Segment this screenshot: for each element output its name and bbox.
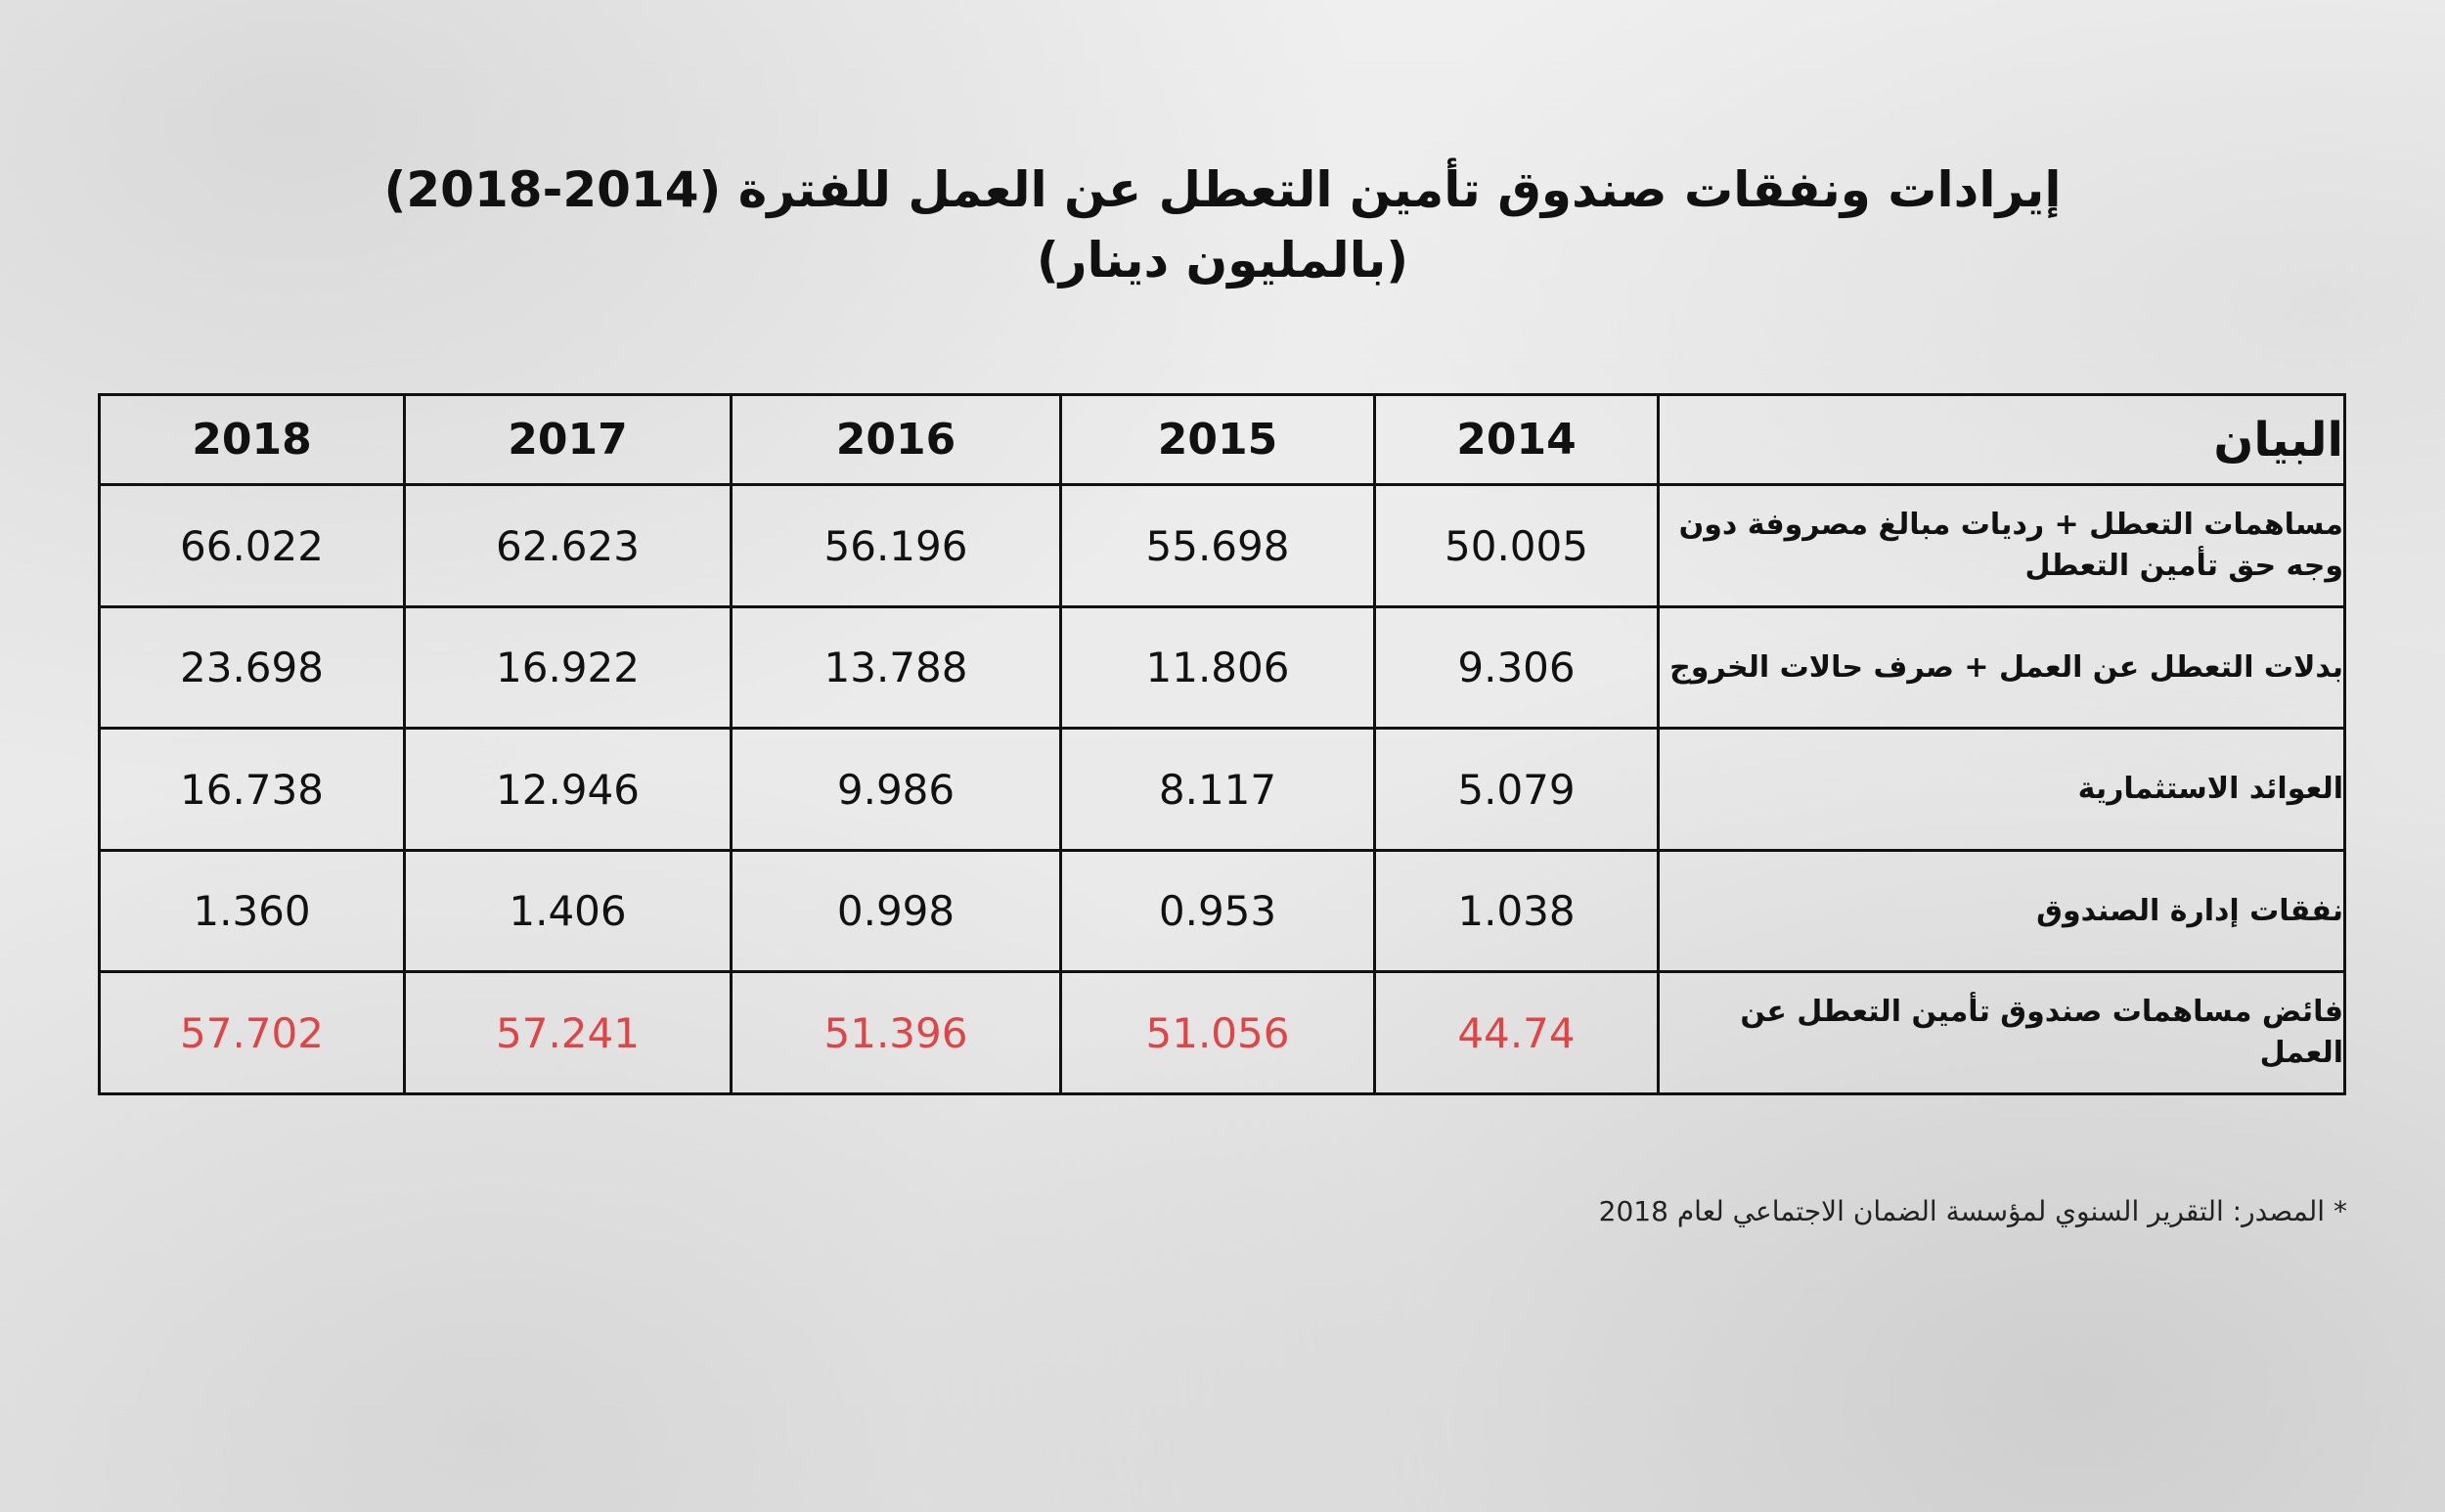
- header-label: البيان: [1659, 395, 2345, 485]
- cell-value: 12.946: [405, 729, 732, 851]
- cell-value-highlight: 57.702: [100, 972, 405, 1094]
- cell-value: 23.698: [100, 606, 405, 729]
- cell-value: 11.806: [1061, 606, 1375, 729]
- cell-value: 1.406: [405, 850, 732, 972]
- header-year-2017: 2017: [405, 395, 732, 485]
- cell-value-highlight: 57.241: [405, 972, 732, 1094]
- row-label: فائض مساهمات صندوق تأمين التعطل عن العمل: [1659, 972, 2345, 1094]
- header-year-2015: 2015: [1061, 395, 1375, 485]
- cell-value: 16.738: [100, 729, 405, 851]
- cell-value: 9.306: [1375, 606, 1659, 729]
- page-title: [0, 155, 2445, 295]
- cell-value: 50.005: [1375, 485, 1659, 607]
- header-year-2016: 2016: [732, 395, 1061, 485]
- source-note: * المصدر: التقرير السنوي لمؤسسة الضمان الاجتماعي لعام 2018: [1598, 1195, 2347, 1227]
- cell-value: 0.953: [1061, 850, 1375, 972]
- title-line-1: إيرادات ونفقات صندوق تأمين التعطل عن العمل للفترة (2014-2018): [383, 161, 2062, 218]
- cell-value: 56.196: [732, 485, 1061, 607]
- cell-value: 66.022: [100, 485, 405, 607]
- cell-value-highlight: 51.056: [1061, 972, 1375, 1094]
- cell-value: 16.922: [405, 606, 732, 729]
- table-row: [100, 606, 2345, 729]
- cell-value: 5.079: [1375, 729, 1659, 851]
- cell-value-highlight: 51.396: [732, 972, 1061, 1094]
- cell-value: 1.038: [1375, 850, 1659, 972]
- title-line-2: (بالمليون دينار): [1036, 232, 1409, 289]
- table-row: [100, 729, 2345, 851]
- cell-value: 62.623: [405, 485, 732, 607]
- cell-value: 1.360: [100, 850, 405, 972]
- row-label: بدلات التعطل عن العمل + صرف حالات الخروج: [1659, 606, 2345, 729]
- table-row: [100, 850, 2345, 972]
- cell-value: 55.698: [1061, 485, 1375, 607]
- cell-value: 8.117: [1061, 729, 1375, 851]
- header-year-2018: 2018: [100, 395, 405, 485]
- cell-value: 13.788: [732, 606, 1061, 729]
- table-row: [100, 485, 2345, 607]
- row-label: العوائد الاستثمارية: [1659, 729, 2345, 851]
- cell-value: 0.998: [732, 850, 1061, 972]
- row-label: نفقات إدارة الصندوق: [1659, 850, 2345, 972]
- cell-value: 9.986: [732, 729, 1061, 851]
- header-year-2014: 2014: [1375, 395, 1659, 485]
- revenue-expense-table: [98, 393, 2346, 1095]
- row-label: مساهمات التعطل + رديات مبالغ مصروفة دون وجه حق تأمين التعطل: [1659, 485, 2345, 607]
- table-row-surplus: [100, 972, 2345, 1094]
- cell-value-highlight: 44.74: [1375, 972, 1659, 1094]
- table-header-row: [100, 395, 2345, 485]
